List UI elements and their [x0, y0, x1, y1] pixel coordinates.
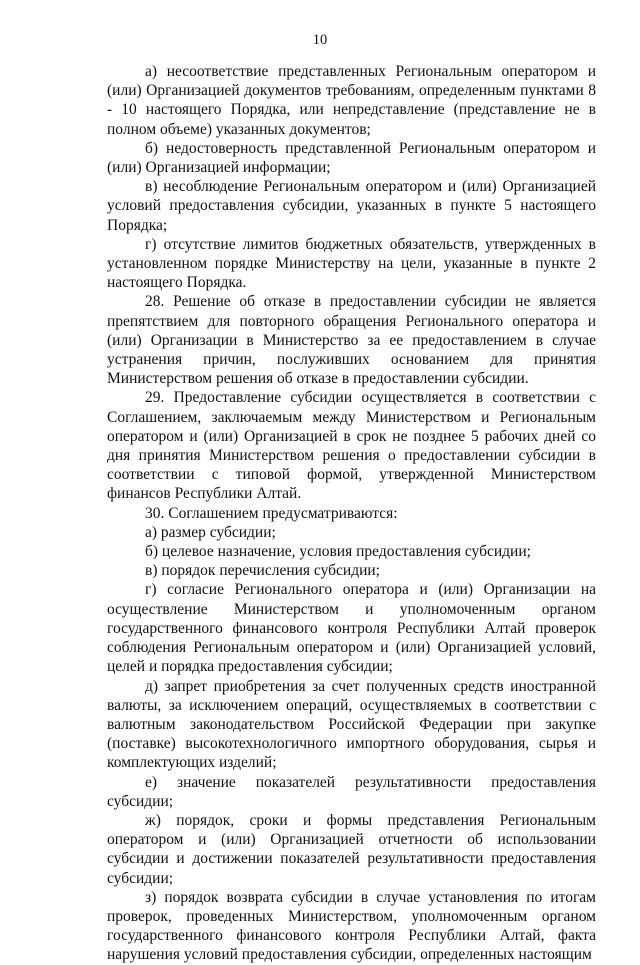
- paragraph-30d: д) запрет приобретения за счет полученных средств иностранной валюты, за исключением операций, осуществляемых в соответствии с валютным законодательством Российской Федерации при закупке (поставке) высокотехнологичного импортного оборудования, сырья и комплектующих изделий;: [107, 677, 596, 772]
- paragraph-29: 29. Предоставление субсидии осуществляется в соответствии с Соглашением, заключаемым между Министерством и Региональным оператором и (или) Организацией в срок не позднее 5 рабочих дней со дня принятия Министерством решения о предоставлении субсидии в соответствии с типовой формой, утвержденной Министерством финансов Республики Алтай.: [107, 389, 596, 503]
- paragraph-30zh: ж) порядок, сроки и формы представления Региональным оператором и (или) Организацией отчетности об использовании субсидии и достижении показателей результативности предоставления субсидии;: [107, 811, 596, 887]
- paragraph-27v: в) несоблюдение Региональным оператором и (или) Организацией условий предоставления субсидии, указанных в пункте 5 настоящего Порядка;: [107, 178, 596, 234]
- page-number: 10: [312, 32, 328, 48]
- paragraph-27a: а) несоответствие представленных Региональным оператором и (или) Организацией документов требованиям, определенным пунктами 8 - 10 настоящего Порядка, или непредставление (представление не в полном объеме) указанных документов;: [107, 63, 596, 138]
- paragraph-27b: б) недостоверность представленной Региональным оператором и (или) Организацией информации;: [107, 139, 596, 177]
- paragraph-30g: г) согласие Регионального оператора и (или) Организации на осуществление Министерством и уполномоченным органом государственного финансового контроля Республики Алтай проверок соблюдения Региональным оператором и (или) Организацией условий, целей и порядка предоставления субсидии;: [107, 581, 596, 676]
- paragraph-30v: в) порядок перечисления субсидии;: [145, 562, 380, 580]
- paragraph-27g: г) отсутствие лимитов бюджетных обязательств, утвержденных в установленном порядке Министерству на цели, указанные в пункте 2 настоящего Порядка.: [107, 235, 596, 292]
- paragraph-30z: з) порядок возврата субсидии в случае установления по итогам проверок, проведенных Министерством, уполномоченным органом государственного финансового контроля Республики Алтай, факта нарушения условий предоставления субсидии, определенных настоящим: [107, 888, 596, 964]
- paragraph-30e: е) значение показателей результативности предоставления субсидии;: [107, 773, 596, 810]
- paragraph-30b: б) целевое назначение, условия предоставления субсидии;: [145, 543, 531, 561]
- paragraph-30a: а) размер субсидии;: [145, 523, 276, 541]
- document-body: [107, 62, 596, 965]
- paragraph-28: 28. Решение об отказе в предоставлении субсидии не является препятствием для повторного обращения Регионального оператора и (или) Организации в Министерство за ее предоставлением в случае устранения причин, послуживших основанием для принятия Министерством решения об отказе в предоставлении субсидии.: [107, 293, 596, 388]
- paragraph-30: 30. Соглашением предусматриваются:: [145, 504, 398, 522]
